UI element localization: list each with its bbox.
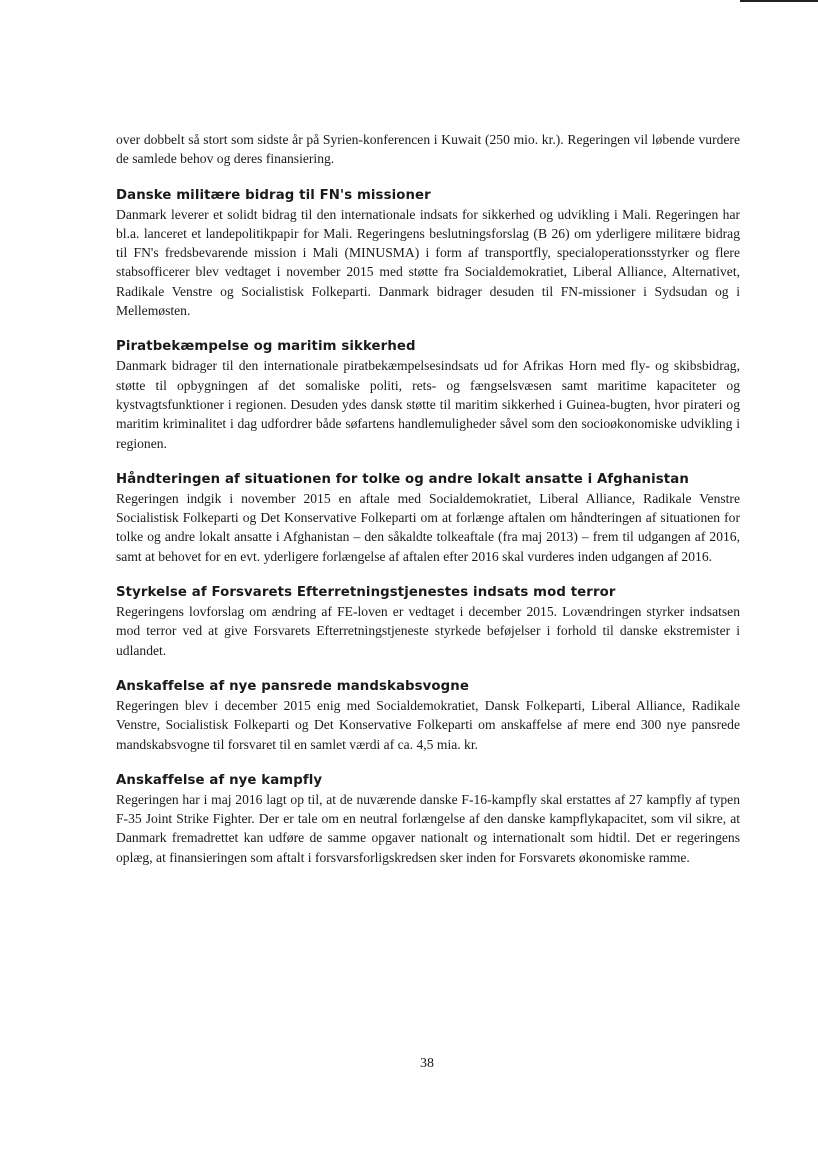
intro-paragraph: over dobbelt så stort som sidste år på Syrien-konferencen i Kuwait (250 mio. kr.). Regeringen vil løbende vurdere de samlede behov og deres finansiering. [116,132,740,167]
section-intelligence [116,584,740,660]
section-fighter-jets [116,772,740,867]
section-heading: Piratbekæmpelse og maritim sikkerhed [116,339,416,355]
page-number: 38 [420,1056,434,1071]
section-heading: Styrkelse af Forsvarets Efterretningstjenestes indsats mod terror [116,585,616,601]
section-paragraph: Danmark bidrager til den internationale piratbekæmpelsesindsats ud for Afrikas Horn med fly- og skibsbidrag, støtte til opbygningen af det somaliske politi, rets- og fængselsvæsen samt maritime kapaciteter og kystvagtsfunktioner i regionen. Desuden ydes dansk støtte til maritim sikkerhed i Guinea-bugten, hvor pirateri og maritim kriminalitet i dag udfordrer både søfartens handlemuligheder såvel som den socioøkonomiske udvikling i regionen. [116,358,740,451]
section-heading: Håndteringen af situationen for tolke og andre lokalt ansatte i Afghanistan [116,471,689,487]
section-piracy [116,338,740,452]
section-afghanistan [116,471,740,566]
section-heading: Danske militære bidrag til FN's missioner [116,187,431,203]
section-heading: Anskaffelse af nye kampfly [116,772,323,788]
section-armoured-vehicles [116,678,740,754]
section-paragraph: Regeringens lovforslag om ændring af FE-loven er vedtaget i december 2015. Lovændringen styrker indsatsen mod terror ved at give Forsvarets Efterretningstjeneste styrkede beføjelser i forhold til danske ekstremister i udlandet. [116,604,740,658]
section-paragraph: Regeringen har i maj 2016 lagt op til, at de nuværende danske F-16-kampfly skal erstattes af 27 kampfly af typen F-35 Joint Strike Fighter. Der er tale om en neutral forlængelse af den danske kampflykapacitet, som vil sikre, at Danmark fremadrettet kan udføre de samme opgaver nationalt og internationalt som hidtil. Det er regeringens oplæg, at finansieringen som aftalt i forsvarsforligskredsen sker inden for Forsvarets økonomiske ramme. [116,791,740,865]
section-paragraph: Regeringen indgik i november 2015 en aftale med Socialdemokratiet, Liberal Alliance, Radikale Venstre Socialistisk Folkeparti og Det Konservative Folkeparti om at forlænge aftalen om håndteringen af situationen for tolke og andre lokalt ansatte i Afghanistan – den såkaldte tolkeaftale (fra maj 2013) – frem til udgangen af 2016, samt at behovet for en evt. yderligere forlængelse af aftalen efter 2016 skal vurderes inden udgangen af 2016. [116,490,740,564]
corner-rule [740,0,818,2]
section-heading: Anskaffelse af nye pansrede mandskabsvogne [116,678,469,694]
section-paragraph: Danmark leverer et solidt bidrag til den internationale indsats for sikkerhed og udvikling i Mali. Regeringen har bl.a. lanceret et landepolitikpapir for Mali. Regeringens beslutningsforslag (B 26) om yderligere militære bidrag til FN's fredsbevarende mission i Mali (MINUSMA) i form af transportfly, specialoperationsstyrker og flere stabsofficerer blev vedtaget i november 2015 med støtte fra Socialdemokratiet, Liberal Alliance, Alternativet, Radikale Venstre og Socialistisk Folkeparti. Danmark bidrager desuden til FN-missioner i Sydsudan og i Mellemøsten. [116,206,740,319]
document-page [116,130,740,867]
section-un-missions [116,187,740,321]
section-paragraph: Regeringen blev i december 2015 enig med Socialdemokratiet, Dansk Folkeparti, Liberal Alliance, Radikale Venstre, Socialistisk Folkeparti og Det Konservative Folkeparti om anskaffelse af mere end 300 nye pansrede mandskabsvogne til forsvaret til en samlet værdi af ca. 4,5 mia. kr. [116,697,740,752]
